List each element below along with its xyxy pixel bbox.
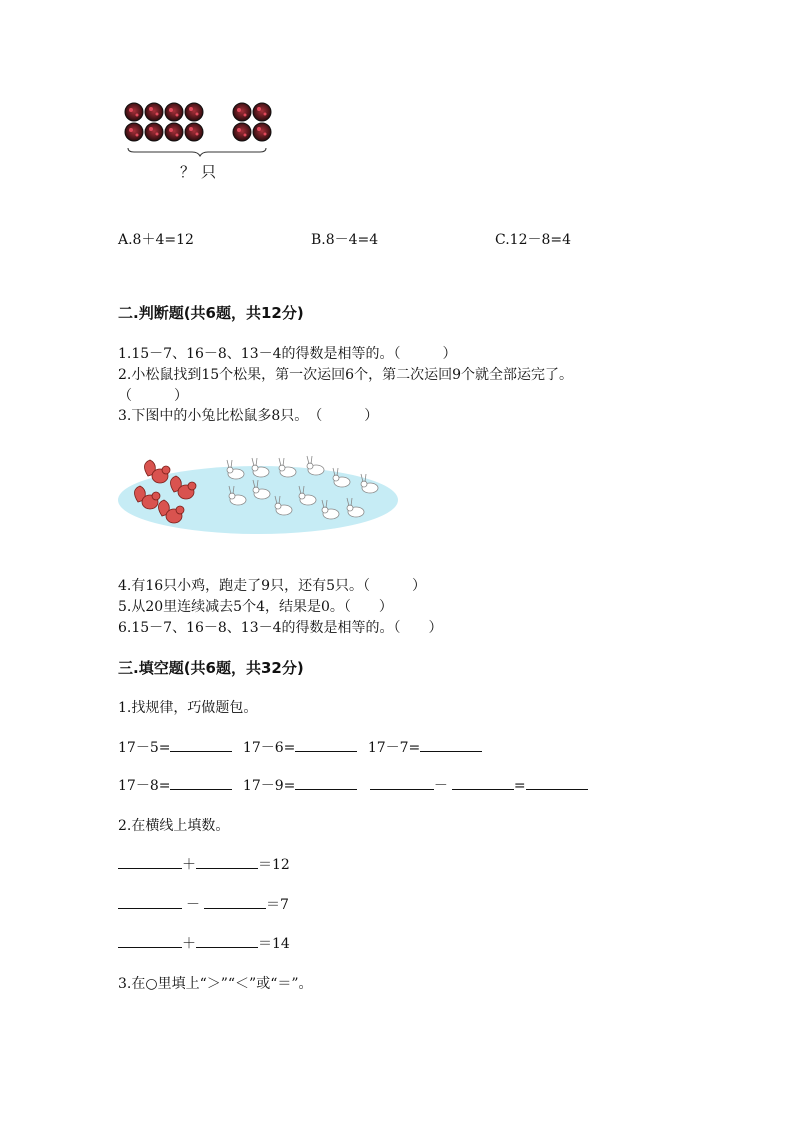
answer-blank[interactable] <box>452 775 514 790</box>
equation-3 <box>118 933 290 953</box>
equation-2 <box>118 894 289 914</box>
answer-blank[interactable] <box>170 775 232 790</box>
choice-b[interactable]: B.8－4=4 <box>311 232 379 248</box>
judge-item-6: 6.15－7、16－8、13－4的得数是相等的。（ ） <box>118 620 443 636</box>
answer-blank[interactable] <box>118 894 182 909</box>
answer-blank[interactable] <box>196 933 258 948</box>
equation-result: ＝12 <box>258 857 290 873</box>
judge-item-2-paren: （ ） <box>118 388 188 404</box>
pattern-row-1 <box>118 737 482 757</box>
equation-result: ＝14 <box>258 936 290 952</box>
choice-c[interactable]: C.12－8=4 <box>495 232 572 248</box>
judge-item-5: 5.从20里连续减去5个4，结果是0。（ ） <box>118 599 393 615</box>
expr-17-8: 17－8= <box>118 778 171 794</box>
answer-blank[interactable] <box>118 854 182 869</box>
answer-blank[interactable] <box>118 933 182 948</box>
answer-blank[interactable] <box>420 737 482 752</box>
expr-17-5: 17－5= <box>118 740 171 756</box>
minus-sign: － <box>186 897 200 913</box>
answer-blank[interactable] <box>295 775 357 790</box>
expr-17-6: 17－6= <box>242 740 296 756</box>
answer-blank[interactable] <box>196 854 258 869</box>
judge-item-2: 2.小松鼠找到15个松果，第一次运回6个，第二次运回9个就全部运完了。 <box>118 367 573 383</box>
fill-q1: 1.找规律，巧做题包。 <box>118 700 258 716</box>
minus-sign: － <box>433 778 448 794</box>
question-label: ？只 <box>180 163 223 181</box>
animals-figure <box>118 450 398 540</box>
answer-blank[interactable] <box>170 737 232 752</box>
plus-sign: ＋ <box>182 857 196 873</box>
expr-17-7: 17－7= <box>367 740 421 756</box>
judge-item-1: 1.15－7、16－8、13－4的得数是相等的。（ ） <box>118 346 457 362</box>
section3-heading: 三.填空题(共6题，共32分) <box>118 659 304 677</box>
equals-sign: = <box>513 778 526 794</box>
fill-q3: 3.在○里填上“＞”“＜”或“＝”。 <box>118 976 313 992</box>
pattern-row-2 <box>118 775 588 795</box>
answer-blank[interactable] <box>526 775 588 790</box>
judge-item-4: 4.有16只小鸡，跑走了9只，还有5只。（ ） <box>118 578 426 594</box>
fill-q2: 2.在横线上填数。 <box>118 818 230 834</box>
section2-heading: 二.判断题(共6题，共12分) <box>118 304 304 322</box>
judge-item-3: 3.下图中的小兔比松鼠多8只。 （ ） <box>118 408 379 424</box>
squirrels-rabbits-illustration <box>118 450 398 540</box>
answer-blank[interactable] <box>295 737 357 752</box>
equation-1 <box>118 854 290 874</box>
expr-17-9: 17－9= <box>242 778 296 794</box>
fruit-figure <box>118 98 278 190</box>
choice-a[interactable]: A.8＋4=12 <box>118 232 194 248</box>
answer-blank[interactable] <box>370 775 434 790</box>
answer-blank[interactable] <box>204 894 266 909</box>
plus-sign: ＋ <box>182 936 196 952</box>
equation-result: ＝7 <box>266 897 289 913</box>
